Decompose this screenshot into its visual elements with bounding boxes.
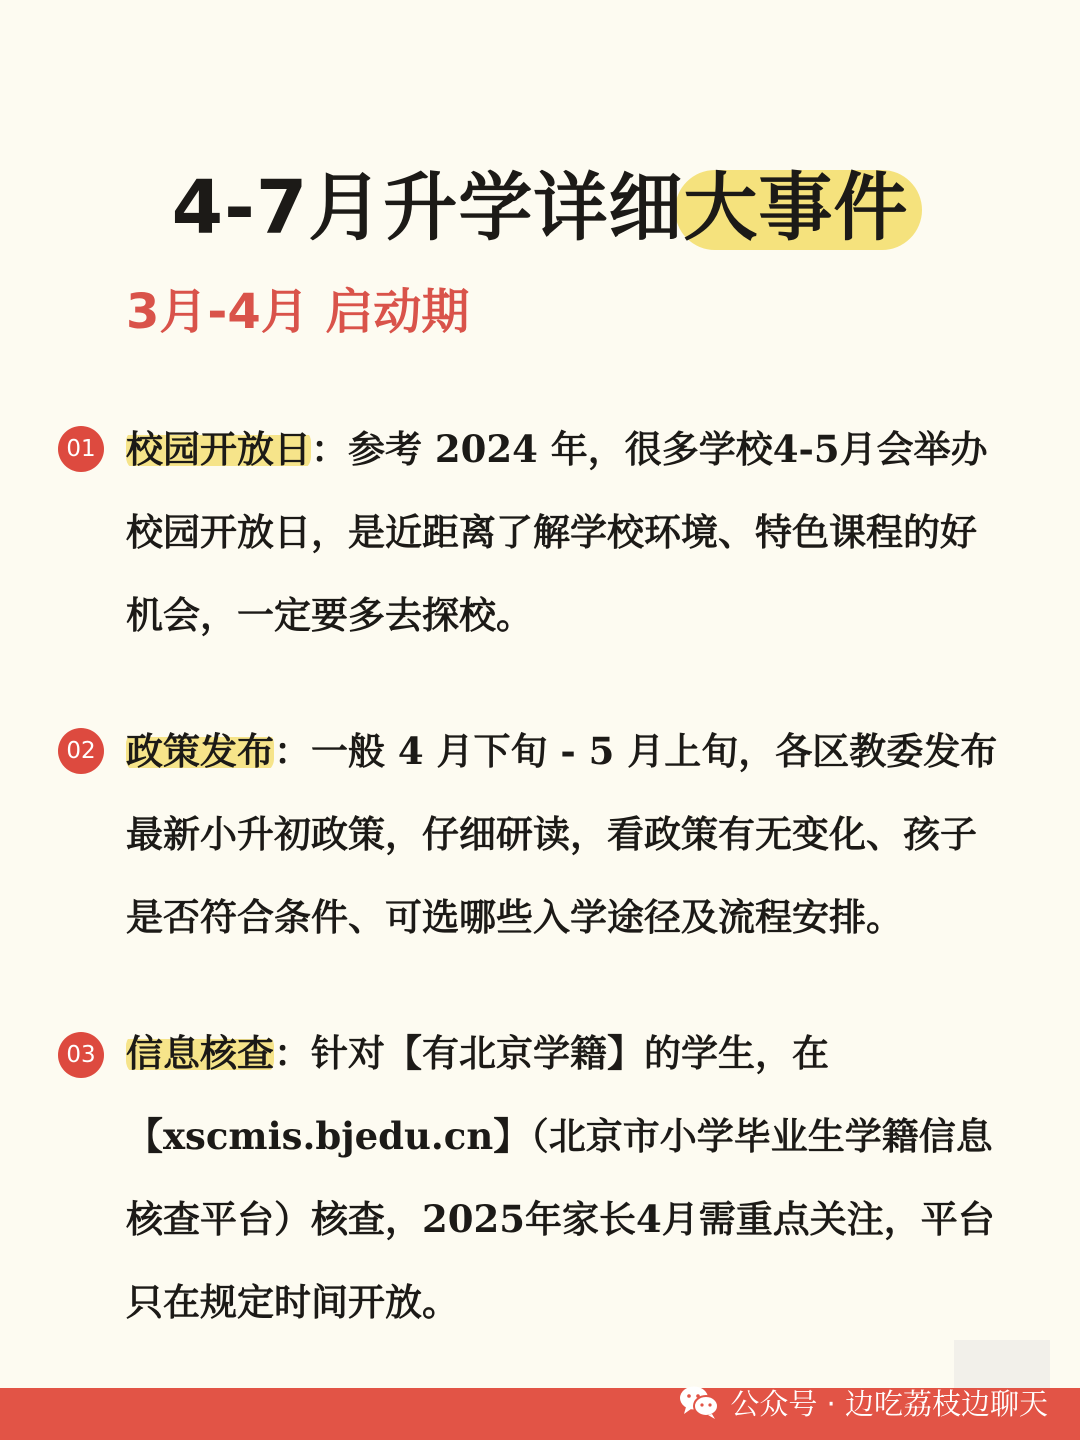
- item-description: ：一般 4 月下旬 - 5 月上旬，各区教委发布最新小升初政策，仔细研读，看政策有无变化、孩子是否符合条件、可选哪些入学途径及流程安排。: [126, 729, 998, 939]
- item-number-badge: 02: [58, 728, 104, 774]
- item-number-badge: 01: [58, 426, 104, 472]
- item-description: ：针对【有北京学籍】的学生，在【xscmis.bjedu.cn】（北京市小学毕业生学籍信息核查平台）核查，2025年家长4月需重点关注，平台只在规定时间开放。: [126, 1031, 995, 1324]
- page-title: [0, 160, 1080, 256]
- wechat-icon: [678, 1384, 720, 1420]
- watermark-text: 公众号 · 边吃荔枝边聊天: [730, 1386, 1048, 1421]
- item-description: ：参考 2024 年，很多学校4-5月会举办校园开放日，是近距离了解学校环境、特色课程的好机会，一定要多去探校。: [126, 427, 988, 637]
- title-main: 4-7月升学详细: [171, 164, 684, 251]
- watermark: [678, 1378, 1048, 1426]
- phase-heading: 3月-4月 启动期: [126, 284, 470, 340]
- item-text: [126, 710, 1006, 959]
- item-number-badge: 03: [58, 1032, 104, 1078]
- item-keyword: 政策发布: [126, 730, 274, 773]
- item-text: [126, 1012, 1006, 1344]
- item-keyword: 校园开放日: [126, 428, 311, 471]
- item-text: [126, 408, 1006, 657]
- title-highlight: 大事件: [683, 160, 908, 256]
- item-keyword: 信息核查: [126, 1032, 274, 1075]
